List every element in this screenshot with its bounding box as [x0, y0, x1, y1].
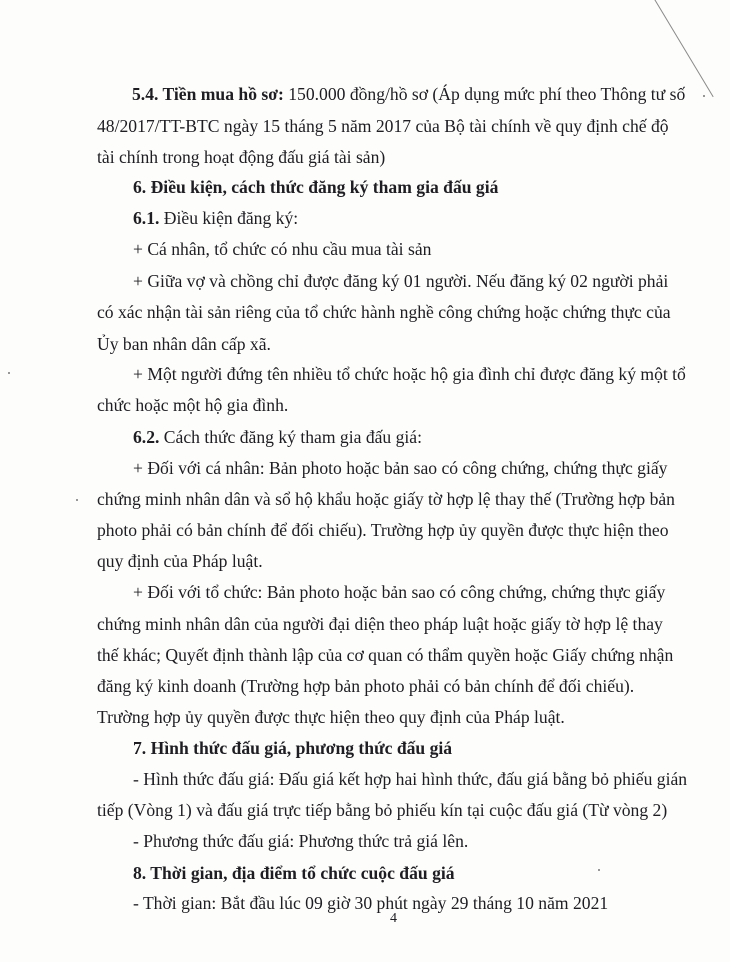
text: + Một người đứng tên nhiều tổ chức hoặc hộ gia đình chỉ được đăng ký một tổ — [133, 364, 686, 384]
text-line — [133, 830, 468, 852]
section-5-4-line-1 — [132, 83, 685, 105]
text-line — [97, 644, 673, 666]
heading-section-7 — [133, 737, 452, 759]
text: Cách thức đăng ký tham gia đấu giá: — [159, 427, 423, 447]
text: photo phải có bản chính để đối chiếu). Trường hợp ủy quyền được thực hiện theo — [97, 520, 669, 540]
text-line — [97, 706, 565, 728]
scan-speck — [703, 95, 705, 97]
text: thế khác; Quyết định thành lập của cơ quan có thẩm quyền hoặc Giấy chứng nhận — [97, 645, 674, 665]
scan-speck — [76, 499, 78, 501]
text: - Phương thức đấu giá: Phương thức trả giá lên. — [133, 831, 469, 851]
text-line — [133, 270, 668, 292]
text-line — [97, 550, 263, 572]
subsection-6-2 — [133, 426, 422, 448]
text: quy định của Pháp luật. — [97, 551, 263, 571]
text: đăng ký kinh doanh (Trường hợp bản photo phải có bản chính để đối chiếu). — [97, 676, 635, 696]
page-number: 4 — [390, 911, 397, 926]
scan-speck — [8, 372, 10, 374]
scan-speck — [598, 869, 600, 871]
text: + Giữa vợ và chồng chỉ được đăng ký 01 người. Nếu đăng ký 02 người phải — [133, 271, 669, 291]
text: chứng minh nhân dân của người đại diện theo pháp luật hoặc giấy tờ hợp lệ thay — [97, 614, 663, 634]
text: + Đối với tổ chức: Bản photo hoặc bản sao có công chứng, chứng thực giấy — [133, 582, 666, 602]
text: Ủy ban nhân dân cấp xã. — [97, 334, 271, 354]
section-heading: 8. Thời gian, địa điểm tổ chức cuộc đấu giá — [133, 863, 455, 883]
text-line — [97, 301, 671, 323]
section-heading: 5.4. Tiền mua hồ sơ: — [132, 84, 284, 104]
text-line — [133, 892, 608, 914]
text-line — [97, 799, 667, 821]
text: + Đối với cá nhân: Bản photo hoặc bản sao có công chứng, chứng thực giấy — [133, 458, 668, 478]
text-line — [133, 457, 667, 479]
text-line — [133, 768, 687, 790]
text-line — [133, 581, 665, 603]
text: chức hoặc một hộ gia đình. — [97, 395, 289, 415]
text: 48/2017/TT-BTC ngày 15 tháng 5 năm 2017 của Bộ tài chính về quy định chế độ — [97, 116, 669, 136]
text-line — [97, 146, 385, 168]
text: - Hình thức đấu giá: Đấu giá kết hợp hai hình thức, đấu giá bằng bỏ phiếu gián — [133, 769, 688, 789]
text-line — [97, 675, 634, 697]
section-heading: 7. Hình thức đấu giá, phương thức đấu giá — [133, 738, 453, 758]
subsection-6-1 — [133, 207, 298, 229]
heading-section-6 — [133, 176, 498, 198]
text: chứng minh nhân dân và sổ hộ khẩu hoặc giấy tờ hợp lệ thay thế (Trường hợp bản — [97, 489, 675, 509]
section-heading: 6. Điều kiện, cách thức đăng ký tham gia đấu giá — [133, 177, 499, 197]
text: Trường hợp ủy quyền được thực hiện theo quy định của Pháp luật. — [97, 707, 565, 727]
text: có xác nhận tài sản riêng của tổ chức hành nghề công chứng hoặc chứng thực của — [97, 302, 671, 322]
text-line — [97, 519, 669, 541]
text: + Cá nhân, tổ chức có nhu cầu mua tài sản — [133, 239, 432, 259]
section-number: 6.1. — [133, 208, 160, 228]
text: tài chính trong hoạt động đấu giá tài sản) — [97, 147, 386, 167]
text-line — [97, 613, 663, 635]
text-line — [97, 394, 288, 416]
text-line — [133, 238, 431, 260]
text: tiếp (Vòng 1) và đấu giá trực tiếp bằng bỏ phiếu kín tại cuộc đấu giá (Từ vòng 2) — [97, 800, 668, 820]
heading-section-8 — [133, 862, 455, 884]
text-line — [97, 333, 271, 355]
text-line — [97, 488, 675, 510]
text: 150.000 đồng/hồ sơ (Áp dụng mức phí theo Thông tư số — [283, 84, 686, 104]
section-number: 6.2. — [133, 427, 160, 447]
text-line — [133, 363, 686, 385]
text: Điều kiện đăng ký: — [159, 208, 299, 228]
text: - Thời gian: Bắt đầu lúc 09 giờ 30 phút ngày 29 tháng 10 năm 2021 — [133, 893, 609, 913]
text-line — [97, 115, 669, 137]
